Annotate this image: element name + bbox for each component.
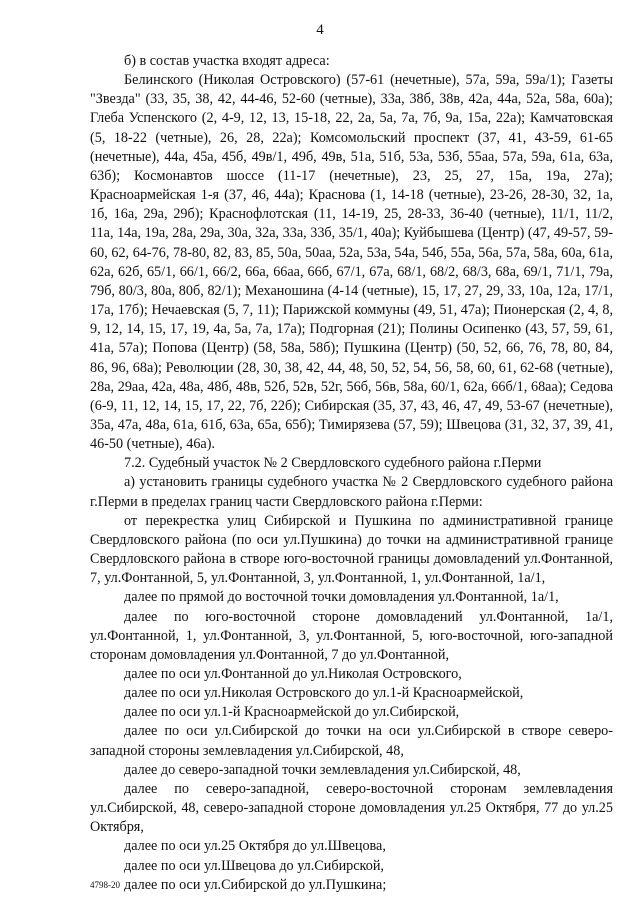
boundary-intro-paragraph: а) установить границы судебного участка № 2 Свердловского судебного района г.Перми в пределах границ части Свердловского района г.Перми: <box>90 474 613 510</box>
section-intro-line: б) в состав участка входят адреса: <box>124 53 330 69</box>
boundary-paragraph: далее по оси ул.Сибирской до точки на оси ул.Сибирской в створе северо-западной стороны землевладения ул.Сибирской, 48, <box>90 723 613 759</box>
address-list-paragraph: Белинского (Николая Островского) (57-61 (нечетные), 57а, 59а, 59а/1); Газеты "Звезда" (33, 35, 38, 42, 44-46, 52-60 (четные), 33а, 38б, 38в, 42а, 44а, 52а, 58а, 60а); Глеба Успенского (2, 4-9, 12, 13, 15-18, 22, 2а, 5а, 7а, 7б, 9а, 15а, 22а); Камчатовская (5, 18-22 (четные), 26, 28, 22а); Комсомольский проспект (37, 41, 43-59, 61-65 (нечетные), 44а, 45а, 45б, 49в/1, 49б, 49в, 51а, 51б, 53а, 53б, 55аа, 57а, 59а, 61а, 63а, 63б); Космонавтов шоссе (11-17 (нечетные), 23, 25, 27, 15а, 19а, 27а); Красноармейская 1-я (37, 46, 44а); Краснова (1, 14-18 (четные), 23-26, 28-30, 32, 1а, 1б, 16а, 29а, 29б); Краснофлотская (11, 14-19, 25, 28-33, 36-40 (четные), 11/1, 11/2, 11а, 14а, 19а, 28а, 29а, 30а, 32а, 33а, 33б, 35/1, 40а); Куйбышева (Центр) (47, 49-57, 59-60, 62, 64-76, 78-80, 82, 83, 85, 50а, 50аа, 52а, 53а, 54а, 54б, 55а, 56а, 57а, 58а, 60а, 61а, 62а, 62б, 65/1, 66/1, 66/2, 66а, 66аа, 66б, 67/1, 67а, 68/1, 68/2, 68/3, 68а, 69/1, 71/1, 79а, 79б, 80/3, 80а, 80б, 82/1); Механошина (4-14 (четные), 15, 17, 27, 29, 33, 10а, 12а, 17/1, 17а, 17б); Нечаевская (5, 7, 11); Парижской коммуны (49, 51, 47а); Пионерская (2, 4, 8, 9, 12, 14, 15, 17, 19, 4а, 5а, 7а, 17а); Подгорная (21); Полины Осипенко (43, 57, 59, 61, 41а, 57а); Попова (Центр) (58, 58а, 58б); Пушкина (Центр) (50, 52, 66, 76, 78, 80, 84, 86, 96, 68а); Революции (28, 30, 38, 42, 44, 48, 50, 52, 54, 56, 58, 60, 61, 62-68 (четные), 28а, 29аа, 42а, 48а, 48б, 48в, 52б, 52в, 52г, 56б, 56в, 58а, 60/1, 62а, 66б/1, 68аа); Седова (6-9, 11, 12, 14, 15, 17, 22, 7б, 22б); Сибирская (35, 37, 43, 46, 47, 49, 53-67 (нечетные), 35а, 47а, 48а, 61а, 61б, 63а, 65а, 65б); Тимирязева (57, 59); Швецова (31, 32, 37, 39, 41, 46-50 (четные), 46а). <box>90 72 613 453</box>
boundary-paragraph: далее по оси ул.25 Октября до ул.Швецова, <box>124 838 386 855</box>
boundary-paragraph: далее до северо-западной точки землевладения ул.Сибирской, 48, <box>124 761 521 778</box>
document-body <box>90 52 613 895</box>
boundary-paragraph: далее по оси ул.Фонтанной до ул.Николая Островского, <box>124 666 462 682</box>
boundary-paragraph: от перекрестка улиц Сибирской и Пушкина по административной границе Свердловского района (по оси ул.Пушкина) до точки на административной границе Свердловского района в створе юго-восточной границы домовладений ул.Фонтанной, 7, ул.Фонтанной, 5, ул.Фонтанной, 3, ул.Фонтанной, 1, ул.Фонтанной, 1а/1, <box>90 512 613 587</box>
page-number: 4 <box>316 22 324 38</box>
boundary-paragraph: далее по оси ул.Швецова до ул.Сибирской, <box>124 857 384 874</box>
boundary-paragraph: далее по прямой до восточной точки домовладения ул.Фонтанной, 1а/1, <box>124 589 559 606</box>
boundary-paragraph: далее по оси ул.Сибирской до ул.Пушкина; <box>124 876 387 893</box>
boundary-paragraph: далее по северо-западной, северо-восточной сторонам землевладения ул.Сибирской, 48, северо-западной стороне домовладения ул.25 Октября, 77 до ул.25 Октября, <box>90 780 613 836</box>
boundary-paragraph: далее по оси ул.Николая Островского до ул.1-й Красноармейской, <box>124 685 524 702</box>
boundary-paragraph: далее по юго-восточной стороне домовладений ул.Фонтанной, 1а/1, ул.Фонтанной, 1, ул.Фонтанной, 3, ул.Фонтанной, 5, юго-восточной, юго-западной сторонам домовладения ул.Фонтанной, 7 до ул.Фонтанной, <box>90 608 613 663</box>
section-heading: 7.2. Судебный участок № 2 Свердловского судебного района г.Перми <box>124 455 542 472</box>
document-code: 4798-20 <box>90 880 120 890</box>
boundary-paragraph: далее по оси ул.1-й Красноармейской до ул.Сибирской, <box>124 704 460 721</box>
